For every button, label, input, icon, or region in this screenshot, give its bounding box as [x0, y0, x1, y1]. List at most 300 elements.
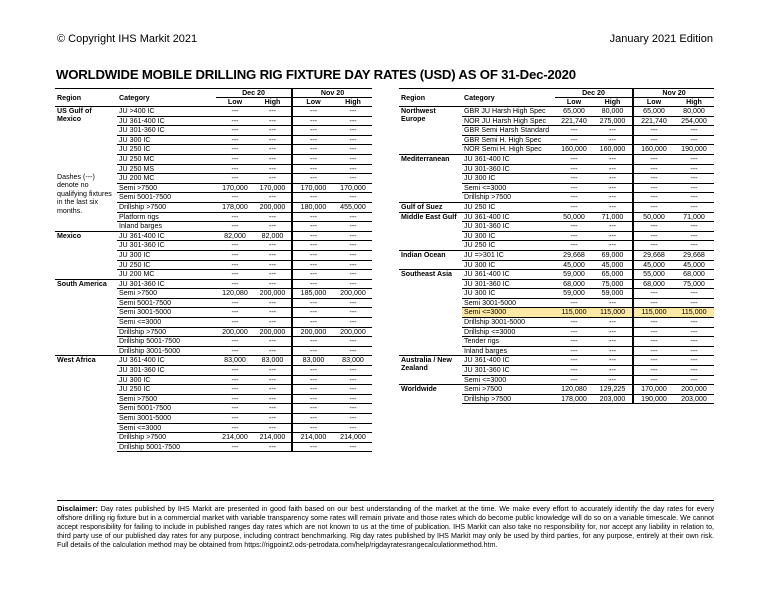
rate-cell: ---	[292, 385, 334, 395]
rate-cell: ---	[674, 164, 714, 174]
rate-cell: ---	[334, 375, 372, 385]
rate-cell: 170,000	[633, 385, 674, 395]
rate-cell: 190,000	[633, 394, 674, 404]
region-label: US Gulf of Mexico	[57, 107, 92, 123]
category-cell: JU 301-360 IC	[462, 366, 555, 376]
rate-cell: ---	[555, 126, 593, 136]
rate-cell: ---	[254, 346, 292, 356]
rate-cell: ---	[216, 107, 254, 117]
region-label: Northwest Europe	[401, 107, 436, 123]
rate-cell: ---	[593, 318, 633, 328]
rate-cell: ---	[334, 308, 372, 318]
rate-cell: ---	[674, 231, 714, 241]
rate-cell: ---	[334, 423, 372, 433]
rate-cell: ---	[216, 174, 254, 184]
category-cell: Semi 5001-7500	[117, 404, 216, 414]
rate-cell: ---	[216, 193, 254, 203]
rate-cell: 29,668	[555, 250, 593, 260]
region-label: Southeast Asia	[401, 270, 452, 279]
category-cell: Semi 3001-5000	[117, 308, 216, 318]
rate-cell: ---	[216, 375, 254, 385]
rate-cell: 83,000	[216, 356, 254, 366]
rate-cell: ---	[254, 116, 292, 126]
rate-cell: 120,080	[555, 385, 593, 395]
rate-cell: ---	[334, 154, 372, 164]
rate-cell: ---	[292, 174, 334, 184]
rate-cell: ---	[334, 270, 372, 280]
rate-cell: 71,000	[674, 212, 714, 222]
rate-cell: 129,225	[593, 385, 633, 395]
rate-cell: 160,000	[633, 145, 674, 155]
high-header: High	[254, 98, 292, 107]
rate-cell: ---	[633, 135, 674, 145]
rate-cell: ---	[292, 298, 334, 308]
rate-cell: ---	[292, 279, 334, 289]
rate-cell: 75,000	[674, 279, 714, 289]
disclaimer	[57, 504, 714, 550]
rate-cell: ---	[633, 241, 674, 251]
table-row	[399, 154, 714, 164]
rate-cell: 65,000	[593, 270, 633, 280]
rate-cell: ---	[334, 385, 372, 395]
rate-cell: 71,000	[593, 212, 633, 222]
rate-cell: ---	[292, 394, 334, 404]
rate-cell: ---	[674, 298, 714, 308]
rate-cell: 115,000	[555, 308, 593, 318]
region-header: Region	[57, 93, 82, 102]
category-cell: JU 361-400 IC	[462, 356, 555, 366]
rate-cell: 65,000	[555, 107, 593, 117]
category-cell: JU 361-400 IC	[117, 356, 216, 366]
category-cell: JU 301-360 IC	[462, 164, 555, 174]
category-cell: JU 300 IC	[462, 231, 555, 241]
rate-cell: 160,000	[593, 145, 633, 155]
category-cell: JU 301-360 IC	[117, 279, 216, 289]
rate-cell: 214,000	[254, 433, 292, 443]
rate-cell: 200,000	[292, 327, 334, 337]
rate-cell: 59,000	[555, 270, 593, 280]
category-cell: JU 361-400 IC	[462, 154, 555, 164]
rate-cell: 200,000	[216, 327, 254, 337]
rate-cell: 178,000	[216, 202, 254, 212]
rate-cell: ---	[593, 241, 633, 251]
rate-cell: ---	[254, 394, 292, 404]
region-group-south-america	[55, 279, 372, 356]
rate-cell: ---	[254, 298, 292, 308]
rate-cell: ---	[633, 327, 674, 337]
rate-cell: 455,000	[334, 202, 372, 212]
rate-cell: ---	[292, 193, 334, 203]
rate-cell: ---	[674, 356, 714, 366]
period-dec-header: Dec 20	[555, 89, 633, 98]
table-row	[55, 107, 372, 117]
category-cell: JU 250 MC	[117, 154, 216, 164]
rate-cell: ---	[633, 289, 674, 299]
rate-cell: ---	[633, 356, 674, 366]
rate-cell: ---	[593, 126, 633, 136]
region-label: Australia / New Zealand	[401, 356, 452, 373]
rate-cell: ---	[216, 308, 254, 318]
category-cell: JU 250 IC	[462, 241, 555, 251]
rate-cell: ---	[216, 414, 254, 424]
category-cell: JU 250 MS	[117, 164, 216, 174]
rate-cell: 115,000	[633, 308, 674, 318]
rate-cell: ---	[254, 193, 292, 203]
rate-cell: ---	[254, 107, 292, 117]
rate-cell: ---	[254, 308, 292, 318]
category-cell: JU 200 MC	[117, 270, 216, 280]
rate-cell: ---	[254, 404, 292, 414]
rate-cell: 45,000	[633, 260, 674, 270]
category-cell: JU 300 IC	[117, 250, 216, 260]
region-label: South America	[57, 279, 107, 288]
disclaimer-rule	[57, 500, 714, 501]
rate-cell: ---	[633, 193, 674, 203]
region-group-gulf-of-suez	[399, 202, 714, 212]
rate-cell: ---	[334, 222, 372, 232]
rate-cell: 50,000	[633, 212, 674, 222]
category-cell: Semi <=3000	[462, 308, 555, 318]
rate-cell: ---	[216, 222, 254, 232]
rate-cell: ---	[292, 241, 334, 251]
rate-cell: ---	[292, 423, 334, 433]
rate-cell: 203,000	[674, 394, 714, 404]
rate-cell: ---	[292, 222, 334, 232]
rate-cell: 83,000	[334, 356, 372, 366]
region-label: Mediterranean	[401, 154, 450, 163]
rate-cell: ---	[593, 164, 633, 174]
rate-cell: ---	[555, 135, 593, 145]
rate-cell: ---	[254, 414, 292, 424]
rate-cell: ---	[555, 174, 593, 184]
rate-cell: 214,000	[334, 433, 372, 443]
rate-cell: 190,000	[674, 145, 714, 155]
period-nov-header: Nov 20	[633, 89, 714, 98]
left-rates-table	[55, 88, 372, 452]
high-header: High	[674, 98, 714, 107]
category-cell: Inland barges	[117, 222, 216, 232]
rate-cell: ---	[254, 222, 292, 232]
rate-cell: ---	[593, 193, 633, 203]
category-cell: Semi <=3000	[117, 423, 216, 433]
category-cell: Drillship 5001-7500	[117, 442, 216, 452]
rate-cell: ---	[633, 318, 674, 328]
rate-cell: ---	[334, 366, 372, 376]
rate-cell: ---	[555, 318, 593, 328]
category-cell: Semi <=3000	[117, 318, 216, 328]
category-cell: Drillship >7500	[462, 193, 555, 203]
category-header: Category	[464, 93, 495, 102]
category-cell: JU 250 IC	[462, 202, 555, 212]
low-header: Low	[555, 98, 593, 107]
page-title: WORLDWIDE MOBILE DRILLING RIG FIXTURE DAY RATES (USD) AS OF 31-Dec-2020	[56, 67, 576, 82]
table-row	[399, 250, 714, 260]
rate-cell: ---	[292, 135, 334, 145]
region-group-indian-ocean	[399, 250, 714, 269]
high-header: High	[593, 98, 633, 107]
table-row	[55, 356, 372, 366]
rate-cell: ---	[555, 222, 593, 232]
rate-cell: ---	[254, 250, 292, 260]
rate-cell: 170,000	[216, 183, 254, 193]
category-cell: JU 300 IC	[462, 289, 555, 299]
region-label: West Africa	[57, 356, 96, 365]
rate-cell: ---	[216, 385, 254, 395]
rate-cell: ---	[254, 385, 292, 395]
rate-cell: ---	[334, 279, 372, 289]
rate-cell: ---	[334, 193, 372, 203]
rate-cell: 65,000	[633, 107, 674, 117]
rate-cell: ---	[292, 164, 334, 174]
rate-cell: ---	[216, 260, 254, 270]
category-cell: JU 250 IC	[117, 260, 216, 270]
rate-cell: ---	[555, 202, 593, 212]
high-header: High	[334, 98, 372, 107]
rate-cell: ---	[555, 164, 593, 174]
disclaimer-text: Day rates published by IHS Markit are presented in good faith based on our best understanding of the market at the time. We make every effort to accurately identify the day rates for every offshore drilling rig fixture but in a commercial market with variable transparency some rates will remain private and those rates which do become public knowledge will do so on a variable timescale. We cannot accept responsibility for failing to include in published ranges day rates which are not known to us at the time of publication. IHS Markit can also take no responsibility for, nor accept any liability in relation to, third party use of our published day rates for any purpose, including contract benchmarking. Rig day rates published by IHS Markit may only be used by third parties, for any purpose, entirely at their own risk. Full details of the calculation method may be obtained from https://rigpoint2.ods-petrodata.com/help/rigdayratesrangecalculationmethod.htm.	[57, 505, 714, 549]
right-rates-table	[399, 88, 714, 404]
category-cell: Semi 5001-7500	[117, 298, 216, 308]
rate-cell: ---	[254, 135, 292, 145]
rate-cell: ---	[216, 116, 254, 126]
rate-cell: ---	[555, 298, 593, 308]
rate-cell: 185,000	[292, 289, 334, 299]
rate-cell: ---	[633, 222, 674, 232]
region-header: Region	[401, 93, 426, 102]
rate-cell: 115,000	[593, 308, 633, 318]
region-label: Mexico	[57, 231, 82, 240]
rate-cell: ---	[555, 366, 593, 376]
rate-cell: ---	[292, 260, 334, 270]
rate-cell: ---	[334, 346, 372, 356]
rate-cell: ---	[216, 250, 254, 260]
rate-cell: ---	[633, 337, 674, 347]
rate-cell: ---	[292, 154, 334, 164]
rate-cell: 45,000	[555, 260, 593, 270]
category-cell: Drillship >7500	[117, 327, 216, 337]
region-group-worldwide	[399, 385, 714, 404]
table-row	[399, 385, 714, 395]
low-header: Low	[216, 98, 254, 107]
rate-cell: 45,000	[674, 260, 714, 270]
category-cell: Drillship >7500	[462, 394, 555, 404]
rate-cell: ---	[334, 318, 372, 328]
rate-cell: 221,740	[633, 116, 674, 126]
rate-cell: ---	[216, 241, 254, 251]
rate-cell: ---	[593, 298, 633, 308]
rate-cell: ---	[593, 202, 633, 212]
rate-cell: ---	[334, 414, 372, 424]
rate-cell: ---	[674, 289, 714, 299]
rate-cell: ---	[216, 394, 254, 404]
rate-cell: ---	[593, 231, 633, 241]
no-fixture-note: Dashes (---) denote no qualifying fixtures in the last six months.	[57, 173, 112, 215]
rate-cell: ---	[674, 318, 714, 328]
rate-cell: ---	[254, 241, 292, 251]
table-row	[399, 202, 714, 212]
region-label: Indian Ocean	[401, 250, 446, 259]
rate-cell: ---	[593, 222, 633, 232]
rate-cell: ---	[593, 154, 633, 164]
rate-cell: ---	[674, 375, 714, 385]
category-cell: Semi >7500	[462, 385, 555, 395]
rate-cell: 180,000	[292, 202, 334, 212]
rate-cell: 203,000	[593, 394, 633, 404]
rate-cell: ---	[593, 174, 633, 184]
region-group-northwest-europe	[399, 107, 714, 155]
rate-cell: 59,000	[555, 289, 593, 299]
category-cell: Drillship 5001-7500	[117, 337, 216, 347]
rate-cell: ---	[334, 174, 372, 184]
rate-cell: ---	[593, 337, 633, 347]
rate-cell: ---	[216, 404, 254, 414]
category-cell: Platform rigs	[117, 212, 216, 222]
category-cell: JU 200 MC	[117, 174, 216, 184]
rate-cell: ---	[292, 366, 334, 376]
rate-cell: 69,000	[593, 250, 633, 260]
category-cell: Semi >7500	[117, 394, 216, 404]
rate-cell: 29,668	[674, 250, 714, 260]
rate-cell: ---	[334, 298, 372, 308]
rate-cell: ---	[334, 145, 372, 155]
region-label: Middle East Gulf	[401, 212, 457, 221]
rate-cell: ---	[216, 423, 254, 433]
category-cell: GBR Semi H. High Spec	[462, 135, 555, 145]
rate-cell: ---	[334, 394, 372, 404]
table-row	[55, 279, 372, 289]
rate-cell: ---	[254, 145, 292, 155]
rate-cell: 200,000	[254, 327, 292, 337]
rate-cell: ---	[674, 126, 714, 136]
edition-text: January 2021 Edition	[609, 33, 713, 45]
category-cell: JU 300 IC	[462, 260, 555, 270]
rate-cell: ---	[254, 318, 292, 328]
rate-cell: ---	[254, 442, 292, 452]
rate-cell: ---	[334, 250, 372, 260]
category-cell: JU 250 IC	[117, 385, 216, 395]
rate-cell: 170,000	[334, 183, 372, 193]
category-cell: Semi 3001-5000	[462, 298, 555, 308]
category-cell: JU 361-400 IC	[462, 212, 555, 222]
category-cell: Drillship 3001-5000	[462, 318, 555, 328]
rate-cell: 178,000	[555, 394, 593, 404]
region-group-us-gulf-of-mexico	[55, 107, 372, 232]
rate-cell: ---	[334, 231, 372, 241]
rate-cell: ---	[555, 375, 593, 385]
category-cell: JU 361-400 IC	[117, 116, 216, 126]
rate-cell: ---	[674, 337, 714, 347]
category-cell: JU 361-400 IC	[462, 270, 555, 280]
rate-cell: ---	[633, 126, 674, 136]
rate-cell: ---	[254, 279, 292, 289]
rate-cell: ---	[555, 154, 593, 164]
rate-cell: ---	[292, 212, 334, 222]
rate-cell: 80,000	[593, 107, 633, 117]
category-cell: Semi >7500	[117, 289, 216, 299]
rate-cell: ---	[674, 222, 714, 232]
rate-cell: 29,668	[633, 250, 674, 260]
rate-cell: 200,000	[674, 385, 714, 395]
rate-cell: ---	[292, 442, 334, 452]
rate-cell: ---	[674, 346, 714, 356]
category-cell: Drillship >7500	[117, 433, 216, 443]
rate-cell: ---	[334, 404, 372, 414]
category-cell: Drillship <=3000	[462, 327, 555, 337]
rate-cell: ---	[555, 337, 593, 347]
region-group-mexico	[55, 231, 372, 279]
category-cell: Semi 5001-7500	[117, 193, 216, 203]
rate-cell: ---	[593, 375, 633, 385]
rate-cell: ---	[674, 366, 714, 376]
category-cell: JU 301-360 IC	[117, 366, 216, 376]
rate-cell: ---	[674, 135, 714, 145]
rate-cell: ---	[254, 366, 292, 376]
rate-cell: 75,000	[593, 279, 633, 289]
rate-cell: ---	[254, 164, 292, 174]
rate-cell: ---	[593, 366, 633, 376]
rate-cell: ---	[292, 318, 334, 328]
region-group-southeast-asia	[399, 270, 714, 356]
rate-cell: 68,000	[674, 270, 714, 280]
rate-cell: ---	[292, 107, 334, 117]
rate-cell: 170,000	[292, 183, 334, 193]
rate-cell: 80,000	[674, 107, 714, 117]
category-cell: GBR JU Harsh High Spec	[462, 107, 555, 117]
category-cell: JU 250 IC	[117, 145, 216, 155]
copyright-text: © Copyright IHS Markit 2021	[57, 33, 198, 45]
rate-cell: ---	[633, 164, 674, 174]
category-cell: Drillship >7500	[117, 202, 216, 212]
category-cell: NOR Semi H. High Spec	[462, 145, 555, 155]
region-label: Worldwide	[401, 385, 437, 394]
rate-cell: ---	[292, 250, 334, 260]
rate-cell: ---	[334, 126, 372, 136]
rate-cell: 45,000	[593, 260, 633, 270]
rate-cell: ---	[674, 202, 714, 212]
category-cell: JU =>301 IC	[462, 250, 555, 260]
rate-cell: 200,000	[254, 202, 292, 212]
rate-cell: ---	[292, 375, 334, 385]
rate-cell: ---	[292, 116, 334, 126]
rate-cell: ---	[216, 298, 254, 308]
rate-cell: 214,000	[216, 433, 254, 443]
rate-cell: ---	[555, 346, 593, 356]
rate-cell: ---	[674, 183, 714, 193]
rate-cell: 59,000	[593, 289, 633, 299]
rate-cell: ---	[633, 154, 674, 164]
rate-cell: ---	[292, 346, 334, 356]
rate-cell: ---	[593, 327, 633, 337]
category-cell: JU 301-360 IC	[117, 126, 216, 136]
period-nov-header: Nov 20	[292, 89, 372, 98]
rate-cell: ---	[334, 442, 372, 452]
rate-cell: ---	[555, 241, 593, 251]
rate-cell: ---	[633, 346, 674, 356]
rate-cell: ---	[254, 260, 292, 270]
rate-cell: ---	[254, 126, 292, 136]
rate-cell: ---	[254, 154, 292, 164]
rate-cell: ---	[292, 308, 334, 318]
category-cell: Semi <=3000	[462, 375, 555, 385]
category-cell: JU 301-360 IC	[117, 241, 216, 251]
rate-cell: 275,000	[593, 116, 633, 126]
rate-cell: ---	[216, 318, 254, 328]
rate-cell: ---	[254, 337, 292, 347]
rate-cell: 68,000	[555, 279, 593, 289]
rate-cell: 200,000	[334, 289, 372, 299]
category-cell: Inland barges	[462, 346, 555, 356]
rate-cell: ---	[334, 337, 372, 347]
